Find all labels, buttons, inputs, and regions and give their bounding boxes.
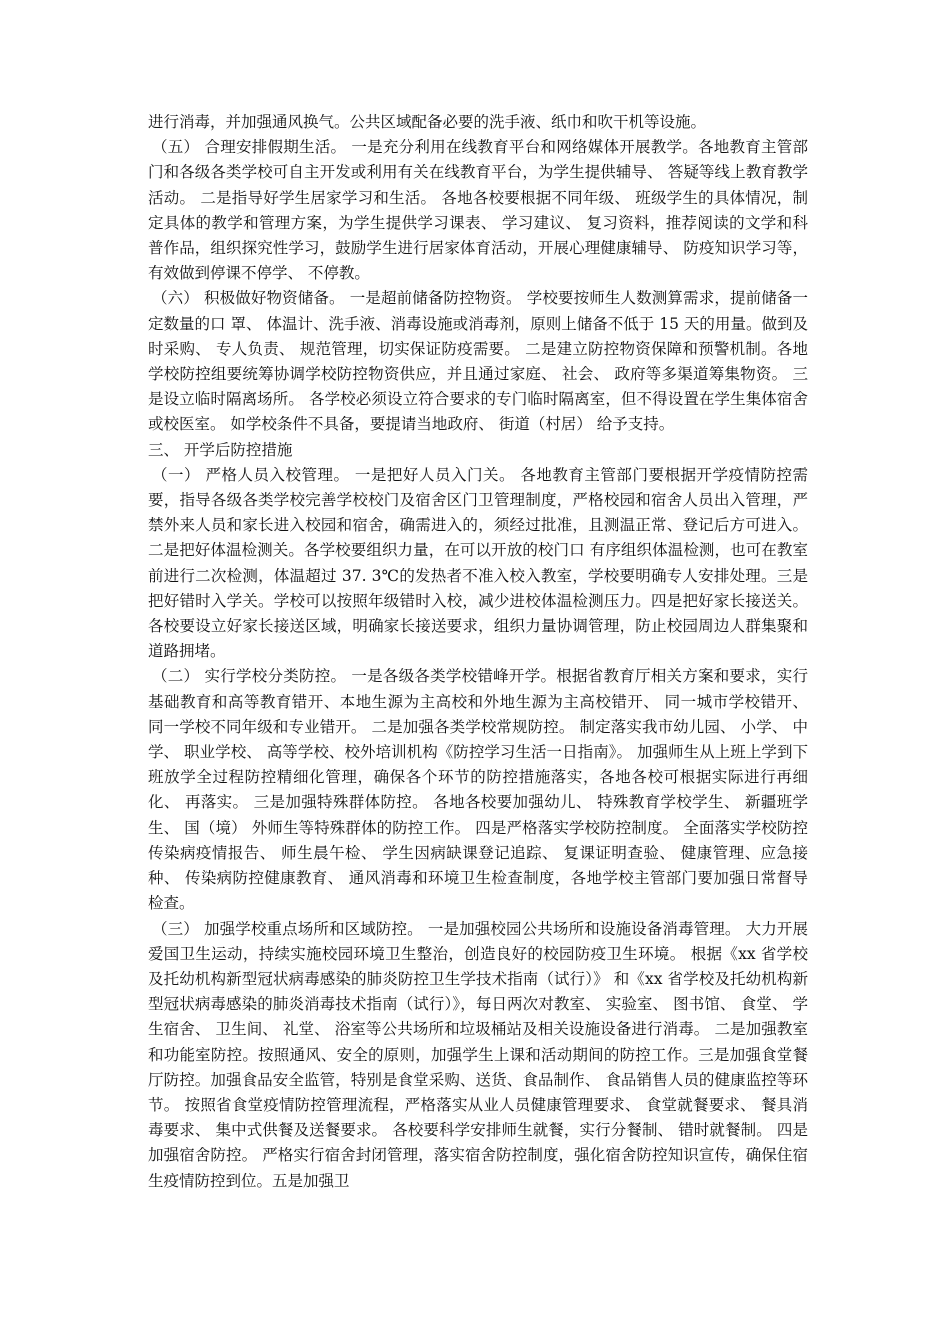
paragraph-subsection-3-key-areas: （三） 加强学校重点场所和区域防控。 一是加强校园公共场所和设施设备消毒管理。 大力开展爱国卫生运动，持续实施校园环境卫生整治，创造良好的校园防疫卫生环境。 根据《xx 省学校及托幼机构新型冠状病毒感染的肺炎防控卫生学技术指南（试行）》 和《xx 省学校及托幼机构新型冠状病毒感染的肺炎消毒技术指南（试行）》，每日两次对教室、 实验室、 图书馆、 食堂、 学生宿舍、 卫生间、 礼堂、 浴室等公共场所和垃圾桶站及相关设施设备进行消毒。 二是加强教室和功能室防控。按照通风、安全的原则，加强学生上课和活动期间的防控工作。三是加强食堂餐厅防控。加强食品安全监管，特别是食堂采购、送货、食品制作、 食品销售人员的健康监控等环节。 按照省食堂疫情防控管理流程，严格落实从业人员健康管理要求、 食堂就餐要求、 餐具消毒要求、 集中式供餐及送餐要求。 各校要科学安排师生就餐，实行分餐制、 错时就餐制。 四是加强宿舍防控。 严格实行宿舍封闭管理，落实宿舍防控制度，强化宿舍防控知识宣传，确保住宿生疫情防控到位。五是加强卫 <box>148 919 808 1190</box>
heading-section-3: 三、 开学后防控措施 <box>148 440 293 459</box>
paragraph-section-5-holiday-life: （五） 合理安排假期生活。 一是充分利用在线教育平台和网络媒体开展教学。各地教育主管部门和各级各类学校可自主开发或利用有关在线教育平台，为学生提供辅导、 答疑等线上教育教学活动。 二是指导好学生居家学习和生活。 各地各校要根据不同年级、 班级学生的具体情况，制定具体的教学和管理方案，为学生提供学习课表、 学习建议、 复习资料，推荐阅读的文学和科普作品，组织探究性学习，鼓励学生进行居家体育活动，开展心理健康辅导、 防疫知识学习等，有效做到停课不停学、 不停教。 <box>148 138 808 283</box>
paragraph-disinfection-continued: 进行消毒，并加强通风换气。公共区域配备必要的洗手液、纸巾和吹干机等设施。 <box>148 113 707 131</box>
paragraph-subsection-2-classified-control: （二） 实行学校分类防控。 一是各级各类学校错峰开学。根据省教育厅相关方案和要求，实行基础教育和高等教育错开、本地生源为主高校和外地生源为主高校错开、 同一城市学校错开、 同一学校不同年级和专业错开。 二是加强各类学校常规防控。 制定落实我市幼儿园、 小学、 中学、 职业学校、 高等学校、校外培训机构《防控学习生活一日指南》。 加强师生从上班上学到下班放学全过程防控精细化管理，确保各个环节的防控措施落实，各地各校可根据实际进行再细化、 再落实。 三是加强特殊群体防控。 各地各校要加强幼儿、 特殊教育学校学生、 新疆班学生、 国（境） 外师生等特殊群体的防控工作。 四是严格落实学校防控制度。 全面落实学校防控传染病疫情报告、 师生晨午检、 学生因病缺课登记追踪、 复课证明查验、 健康管理、应急接种、 传染病防控健康教育、 通风消毒和环境卫生检查制度，各地学校主管部门要加强日常督导检查。 <box>148 667 808 913</box>
paragraph-subsection-1-entry-management: （一） 严格人员入校管理。 一是把好人员入门关。 各地教育主管部门要根据开学疫情防控需要，指导各级各类学校完善学校校门及宿舍区门卫管理制度，严格校园和宿舍人员出入管理，严禁外来人员和家长进入校园和宿舍，确需进入的，须经过批准，且测温正常、登记后方可进入。二是把好体温检测关。各学校要组织力量，在可以开放的校门口 有序组织体温检测，也可在教室前进行二次检测，体温超过 37. 3℃的发热者不准入校入教室，学校要明确专人安排处理。三是把好错时入学关。学校可以按照年级错时入校，减少进校体温检测压力。四是把好家长接送关。各校要设立好家长接送区域，明确家长接送要求，组织力量协调管理，防止校园周边人群集聚和道路拥堵。 <box>148 465 808 661</box>
paragraph-section-6-supplies: （六） 积极做好物资储备。 一是超前储备防控物资。 学校要按师生人数测算需求，提前储备一定数量的口 罩、 体温计、洗手液、消毒设施或消毒剂，原则上储备不低于 15 天的用量。做到及时采购、 专人负责、 规范管理，切实保证防疫需要。 二是建立防控物资保障和预警机制。各地学校防控组要统筹协调学校防控物资供应，并且通过家庭、 社会、 政府等多渠道筹集物资。 三是设立临时隔离场所。 各学校必须设立符合要求的专门临时隔离室，但不得设置在学生集体宿舍或校医室。 如学校条件不具备，要提请当地政府、 街道（村居） 给予支持。 <box>148 289 808 434</box>
document-page <box>148 110 808 1194</box>
